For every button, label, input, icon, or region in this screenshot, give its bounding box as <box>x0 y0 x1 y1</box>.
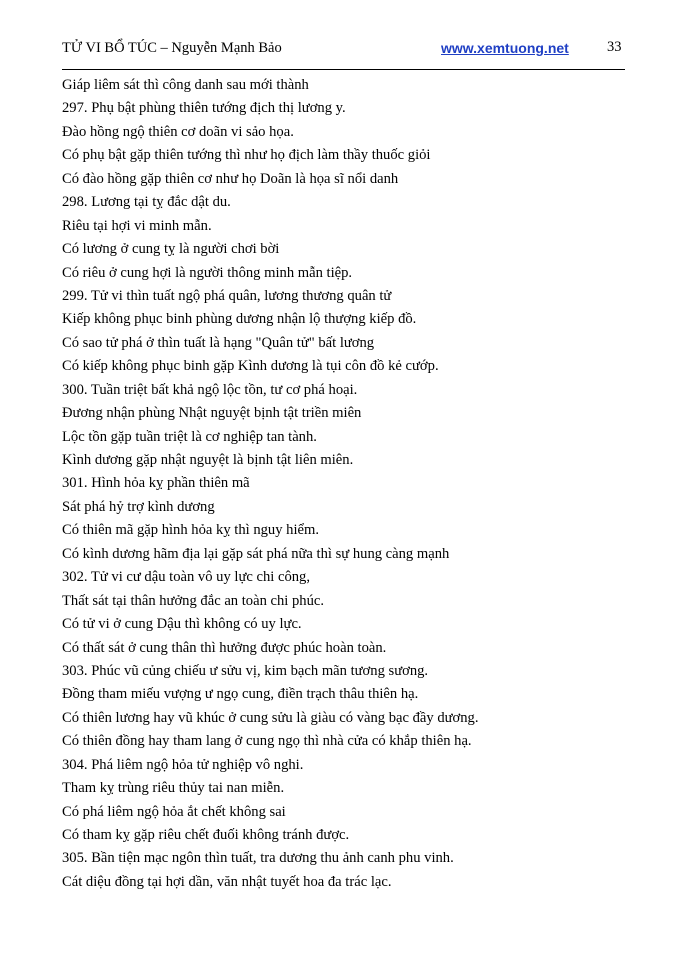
text-line: Có tham kỵ gặp riêu chết đuối không tránh được. <box>62 827 350 843</box>
text-line: 298. Lương tại tỵ đắc dật du. <box>62 194 231 211</box>
body-text <box>62 74 625 894</box>
text-line: 297. Phụ bật phùng thiên tướng địch thị lương y. <box>62 100 346 117</box>
text-line: Có thất sát ở cung thân thì hưởng được phúc hoàn toàn. <box>62 639 387 656</box>
text-line: Đồng tham miếu vượng ư ngọ cung, điền trạch thâu thiên hạ. <box>62 686 419 703</box>
text-line: 300. Tuần triệt bất khả ngộ lộc tồn, tư cơ phá hoại. <box>62 381 358 398</box>
text-line: Có lương ở cung tỵ là người chơi bời <box>62 241 280 258</box>
text-line: Có thiên lương hay vũ khúc ở cung sửu là giàu có vàng bạc đầy dương. <box>62 709 479 726</box>
text-line: Đào hồng ngộ thiên cơ doãn vi sảo họa. <box>62 123 294 140</box>
text-line: Kình dương gặp nhật nguyệt là bịnh tật liên miên. <box>62 452 354 468</box>
text-line: 299. Tử vi thìn tuất ngộ phá quân, lương thương quân tử <box>62 287 392 304</box>
text-line: Có phá liêm ngộ hỏa ắt chết không sai <box>62 803 286 820</box>
text-line: 301. Hình hỏa kỵ phần thiên mã <box>62 475 250 492</box>
text-line: Đương nhận phùng Nhật nguyệt bịnh tật triền miên <box>62 405 362 422</box>
text-line: Có thiên đồng hay tham lang ở cung ngọ thì nhà cửa có khắp thiên hạ. <box>62 733 472 750</box>
text-line: Có kiếp không phục binh gặp Kình dương là tụi côn đồ kẻ cướp. <box>62 358 439 375</box>
text-line: Tham kỵ trùng riêu thủy tai nan miễn. <box>62 780 285 797</box>
text-line: Kiếp không phục binh phùng dương nhận lộ thượng kiếp đồ. <box>62 311 417 328</box>
text-line: Lộc tồn gặp tuần triệt là cơ nghiệp tan tành. <box>62 428 317 445</box>
page-header <box>62 40 625 64</box>
website-link[interactable]: www.xemtuong.net <box>441 40 569 56</box>
text-line: Có thiên mã gặp hình hỏa kỵ thì nguy hiểm. <box>62 522 319 539</box>
page-number: 33 <box>607 39 622 55</box>
text-line: Thất sát tại thân hưởng đắc an toàn chi phúc. <box>62 592 325 609</box>
text-line: Giáp liêm sát thì công danh sau mới thành <box>62 77 309 93</box>
text-line: Có sao tử phá ở thìn tuất là hạng "Quân tử" bất lương <box>62 334 375 351</box>
header-rule <box>62 69 625 70</box>
text-line: Có tử vi ở cung Dậu thì không có uy lực. <box>62 616 302 633</box>
text-line: 305. Bần tiện mạc ngôn thìn tuất, tra dương thu ảnh canh phu vinh. <box>62 850 454 867</box>
header-title: TỬ VI BỔ TÚC – Nguyễn Mạnh Bảo <box>62 40 282 56</box>
text-line: Có riêu ở cung hợi là người thông minh mẫn tiệp. <box>62 264 353 281</box>
text-line: Có phụ bật gặp thiên tướng thì như họ địch làm thầy thuốc giỏi <box>62 147 431 164</box>
text-line: Cát diệu đồng tại hợi dần, văn nhật tuyết hoa đa trác lạc. <box>62 873 392 890</box>
text-line: 303. Phúc vũ củng chiếu ư sửu vị, kim bạch mãn tương sương. <box>62 662 429 679</box>
text-line: Có kình dương hãm địa lại gặp sát phá nữa thì sự hung càng mạnh <box>62 545 450 562</box>
text-line: Có đào hồng gặp thiên cơ như họ Doãn là họa sĩ nổi danh <box>62 170 399 187</box>
text-line: Riêu tại hợi vi minh mẫn. <box>62 217 212 234</box>
text-line: 304. Phá liêm ngộ hỏa tử nghiệp vô nghi. <box>62 756 304 773</box>
text-line: 302. Tử vi cư dậu toàn vô uy lực chi công, <box>62 569 310 586</box>
text-line: Sát phá hỷ trợ kình dương <box>62 498 215 515</box>
